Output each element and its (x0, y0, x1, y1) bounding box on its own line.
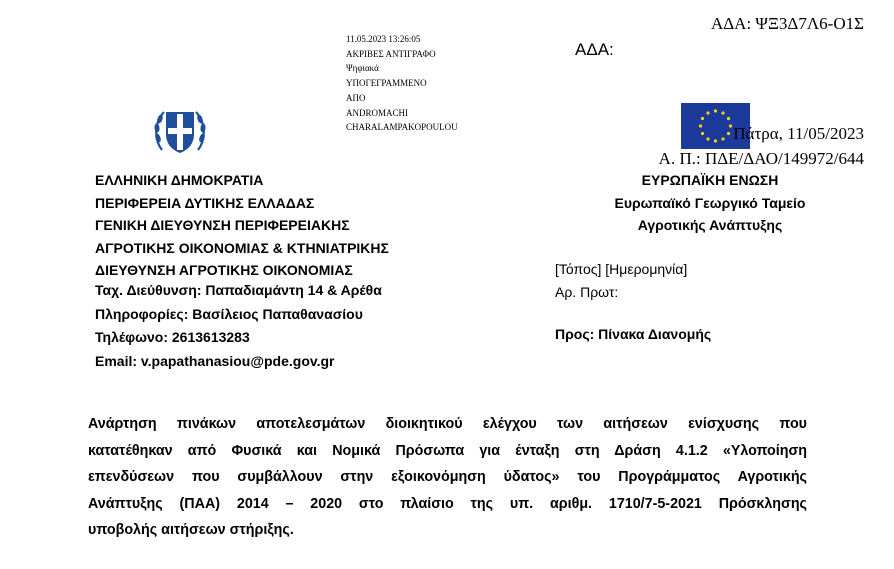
document-date: Πάτρα, 11/05/2023 (733, 124, 864, 143)
eu-line: Ευρωπαϊκό Γεωργικό Ταμείο (614, 194, 806, 211)
greek-coat-of-arms-icon (152, 104, 208, 160)
subject-line: Ανάπτυξης (ΠΑΑ) 2014 – 2020 στο πλαίσιο της υπ. αριθμ. 1710/7-5-2021 Πρόσκλησης (88, 495, 807, 512)
authority-line: ΠΕΡΙΦΕΡΕΙΑ ΔΥΤΙΚΗΣ ΕΛΛΑΔΑΣ (95, 194, 315, 211)
eu-line: Αγροτικής Ανάπτυξης (637, 217, 783, 233)
issuing-authority (95, 169, 389, 282)
subject-line: υποβολής αιτήσεων στήριξης. (88, 522, 294, 538)
ada-label: ΑΔΑ: (575, 40, 614, 59)
authority-line: ΕΛΛΗΝΙΚΗ ΔΗΜΟΚΡΑΤΙΑ (95, 172, 264, 188)
protocol-label: Αρ. Πρωτ: (555, 284, 619, 300)
eu-fund-block (580, 169, 840, 237)
signature-line: Ψηφιακά (346, 63, 379, 74)
recipient: Προς: Πίνακα Διανομής (555, 326, 712, 342)
contact-email: Email: v.papathanasiou@pde.gov.gr (95, 352, 335, 369)
ada-code: ΑΔΑ: ΨΞ3Δ7Λ6-Ο1Σ (710, 14, 864, 33)
subject-line: Ανάρτηση πινάκων αποτελεσμάτων διοικητικού ελέγχου των αιτήσεων ενίσχυσης που (88, 416, 807, 432)
authority-line: ΑΓΡΟΤΙΚΗΣ ΟΙΚΟΝΟΜΙΑΣ & ΚΤΗΝΙΑΤΡΙΚΗΣ (95, 239, 389, 256)
signature-line: ANDROMACHI (346, 107, 409, 118)
digital-signature-stamp (346, 32, 458, 135)
eu-line: ΕΥΡΩΠΑΪΚΗ ΕΝΩΣΗ (641, 172, 779, 188)
place-date-placeholder: [Τόπος] [Ημερομηνία] (555, 261, 688, 277)
signature-line: ΑΠΟ (346, 92, 366, 103)
contact-person: Πληροφορίες: Βασίλειος Παπαθανασίου (95, 305, 363, 322)
authority-line: ΔΙΕΥΘΥΝΣΗ ΑΓΡΟΤΙΚΗΣ ΟΙΚΟΝΟΜΙΑΣ (95, 262, 353, 278)
signature-line: CHARALAMPAKOPOULOU (346, 122, 458, 133)
signature-line: ΑΚΡΙΒΕΣ ΑΝΤΙΓΡΑΦΟ (346, 48, 436, 59)
protocol-number: Α. Π.: ΠΔΕ/ΔΑΟ/149972/644 (658, 149, 864, 168)
contact-phone: Τηλέφωνο: 2613613283 (95, 329, 250, 345)
subject-line: κατατέθηκαν από Φυσικά και Νομικά Πρόσωπα για ένταξη στη Δράση 4.1.2 «Υλοποίηση (88, 442, 807, 459)
subject-line: επενδύσεων που συμβάλλουν στην εξοικονόμηση ύδατος» του Προγράμματος Αγροτικής (88, 469, 807, 485)
signature-line: 11.05.2023 13:26:05 (346, 34, 421, 44)
subject-paragraph (88, 411, 807, 544)
signature-line: ΥΠΟΓΕΓΡΑΜΜΕΝΟ (346, 78, 427, 89)
contact-address: Ταχ. Διεύθυνση: Παπαδιαμάντη 14 & Αρέθα (95, 282, 382, 298)
authority-line: ΓΕΝΙΚΗ ΔΙΕΥΘΥΝΣΗ ΠΕΡΙΦΕΡΕΙΑΚΗΣ (95, 217, 350, 233)
place-date-block (555, 258, 687, 304)
contact-info (95, 279, 382, 373)
